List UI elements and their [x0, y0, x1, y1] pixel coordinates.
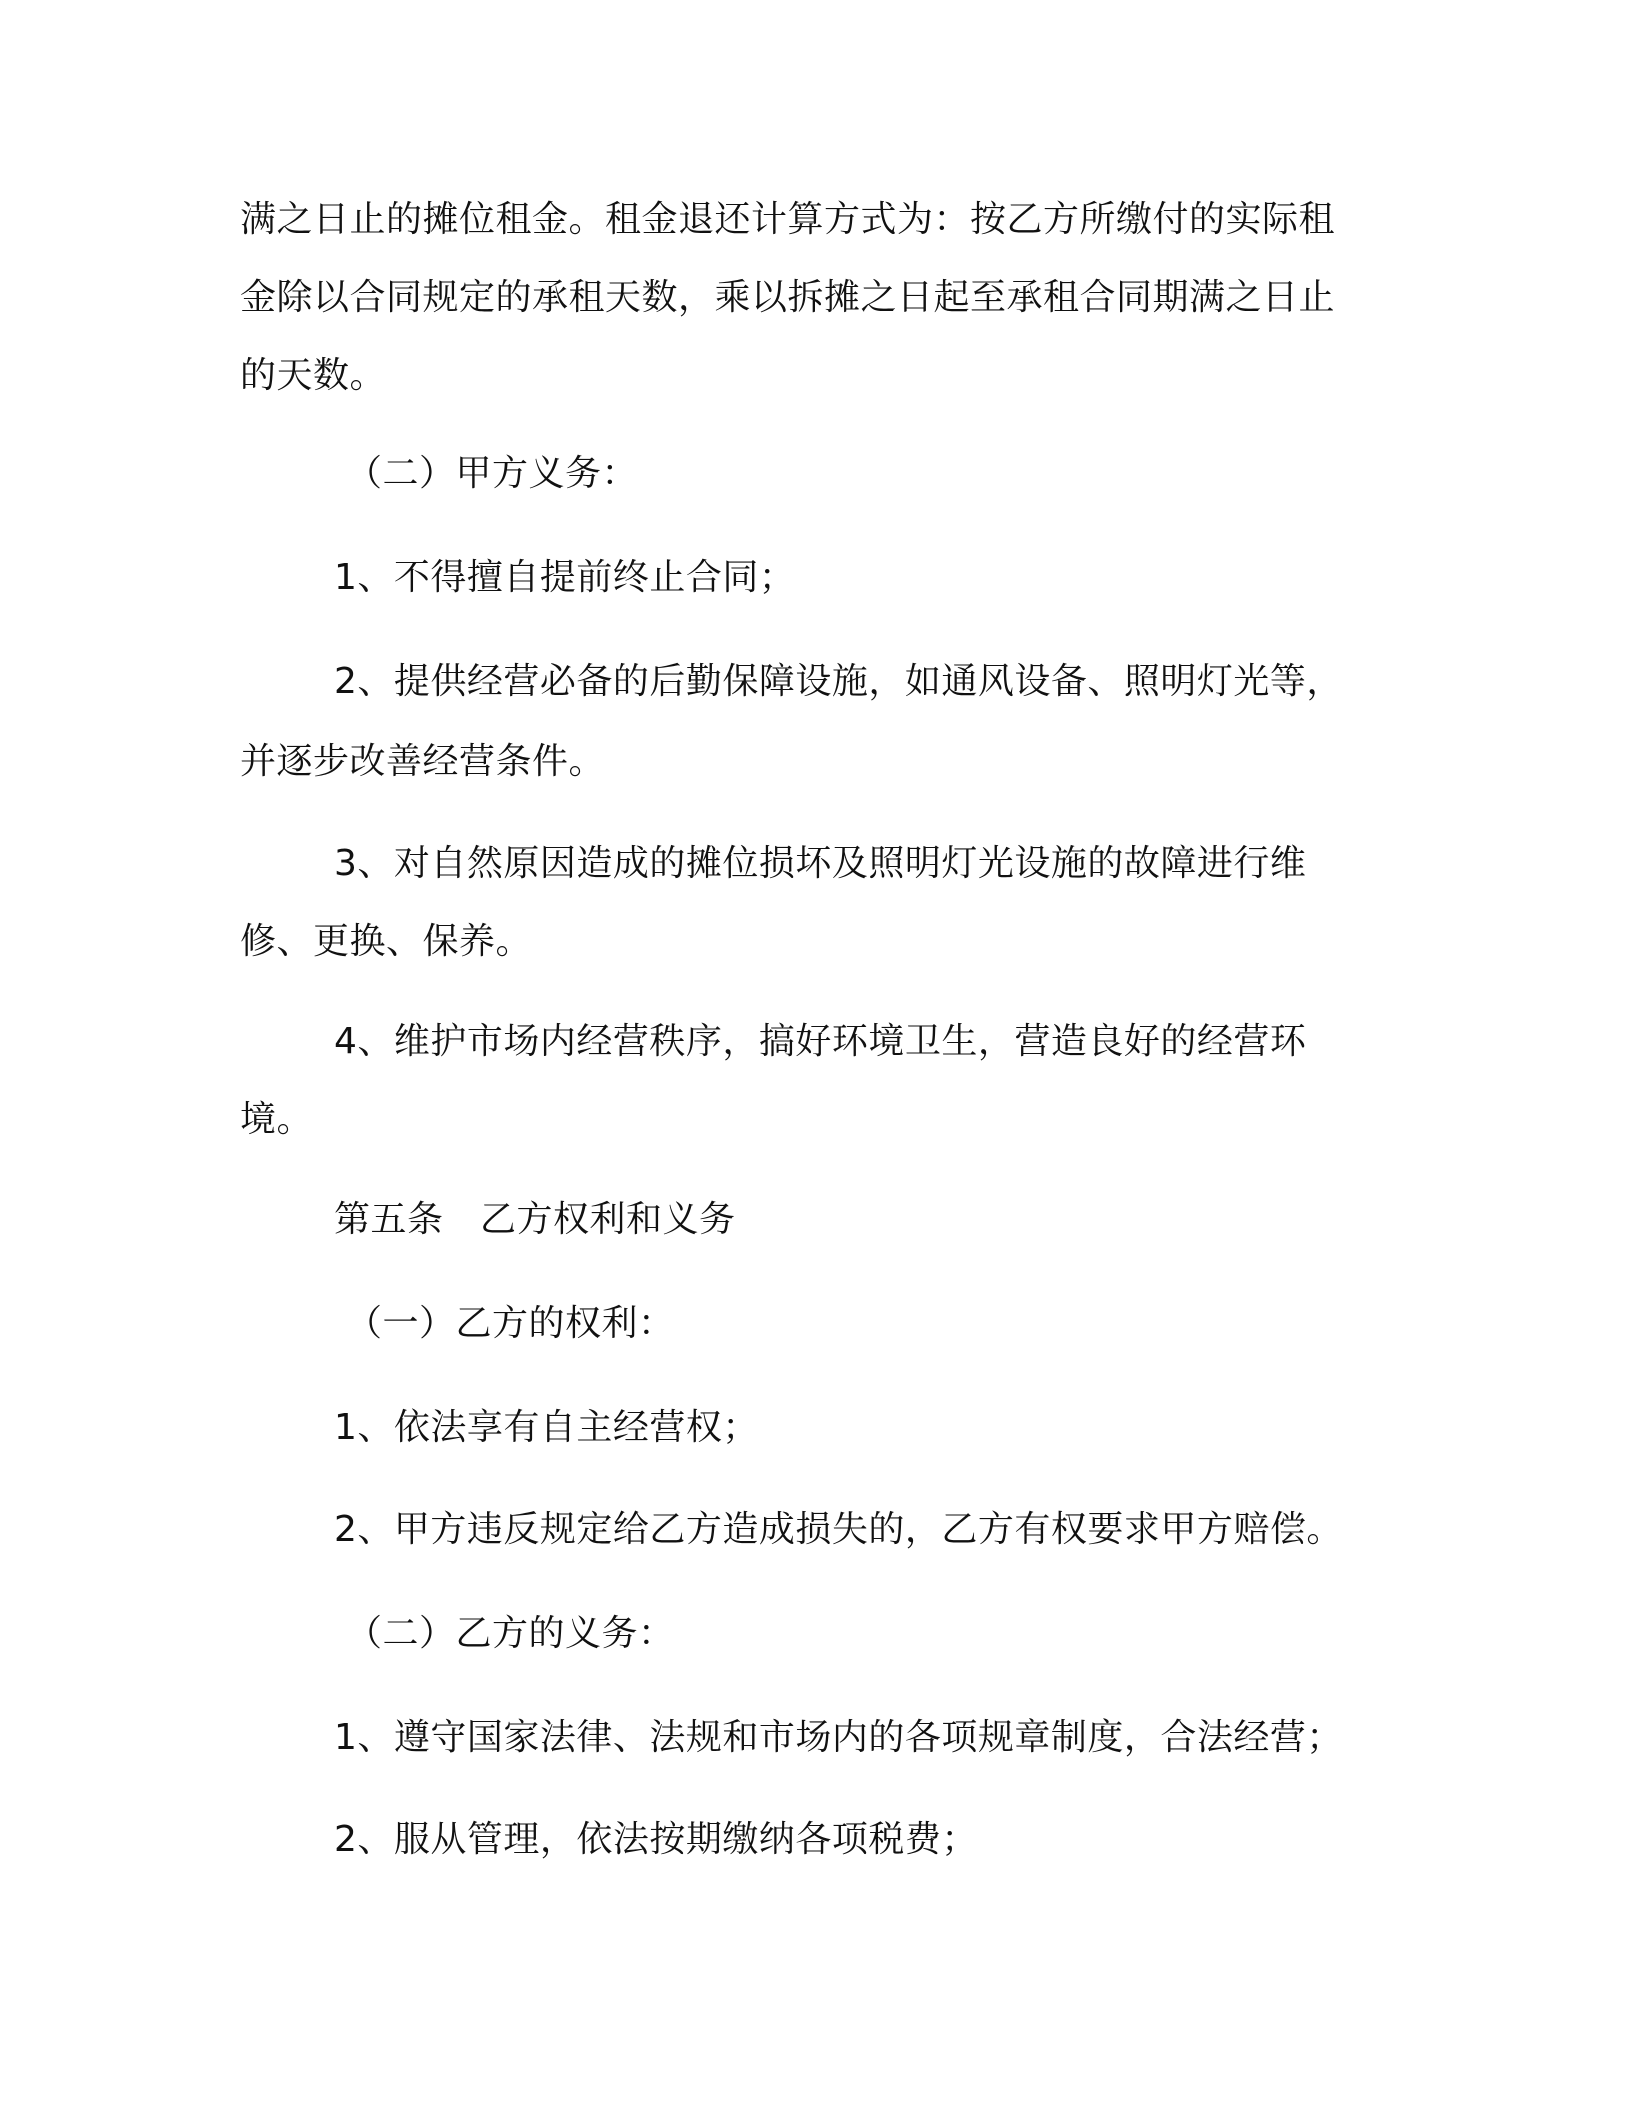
paragraph-line: 的天数。	[240, 355, 387, 396]
list-item: 3、对自然原因造成的摊位损坏及照明灯光设施的故障进行维	[334, 843, 1307, 884]
list-item: 4、维护市场内经营秩序，搞好环境卫生，营造良好的经营环	[334, 1021, 1307, 1062]
paragraph-line: 修、更换、保养。	[240, 921, 533, 962]
list-item: 2、提供经营必备的后勤保障设施，如通风设备、照明灯光等，	[334, 661, 1343, 702]
list-item: 1、遵守国家法律、法规和市场内的各项规章制度，合法经营；	[334, 1717, 1343, 1758]
list-item: 1、依法享有自主经营权；	[334, 1407, 759, 1448]
list-item: 1、不得擅自提前终止合同；	[334, 557, 796, 598]
list-item: 2、服从管理，依法按期缴纳各项税费；	[334, 1819, 978, 1860]
section-heading: （二）甲方义务：	[346, 453, 639, 494]
paragraph-line: 境。	[240, 1099, 314, 1140]
article-heading: 第五条 乙方权利和义务	[334, 1199, 736, 1240]
section-heading: （二）乙方的义务：	[346, 1613, 675, 1654]
section-heading: （一）乙方的权利：	[346, 1303, 675, 1344]
list-item: 2、甲方违反规定给乙方造成损失的，乙方有权要求甲方赔偿。	[334, 1509, 1343, 1550]
paragraph-line: 金除以合同规定的承租天数，乘以拆摊之日起至承租合同期满之日止	[240, 277, 1336, 318]
paragraph-line: 并逐步改善经营条件。	[240, 741, 606, 782]
paragraph-line: 满之日止的摊位租金。租金退还计算方式为：按乙方所缴付的实际租	[240, 199, 1336, 240]
